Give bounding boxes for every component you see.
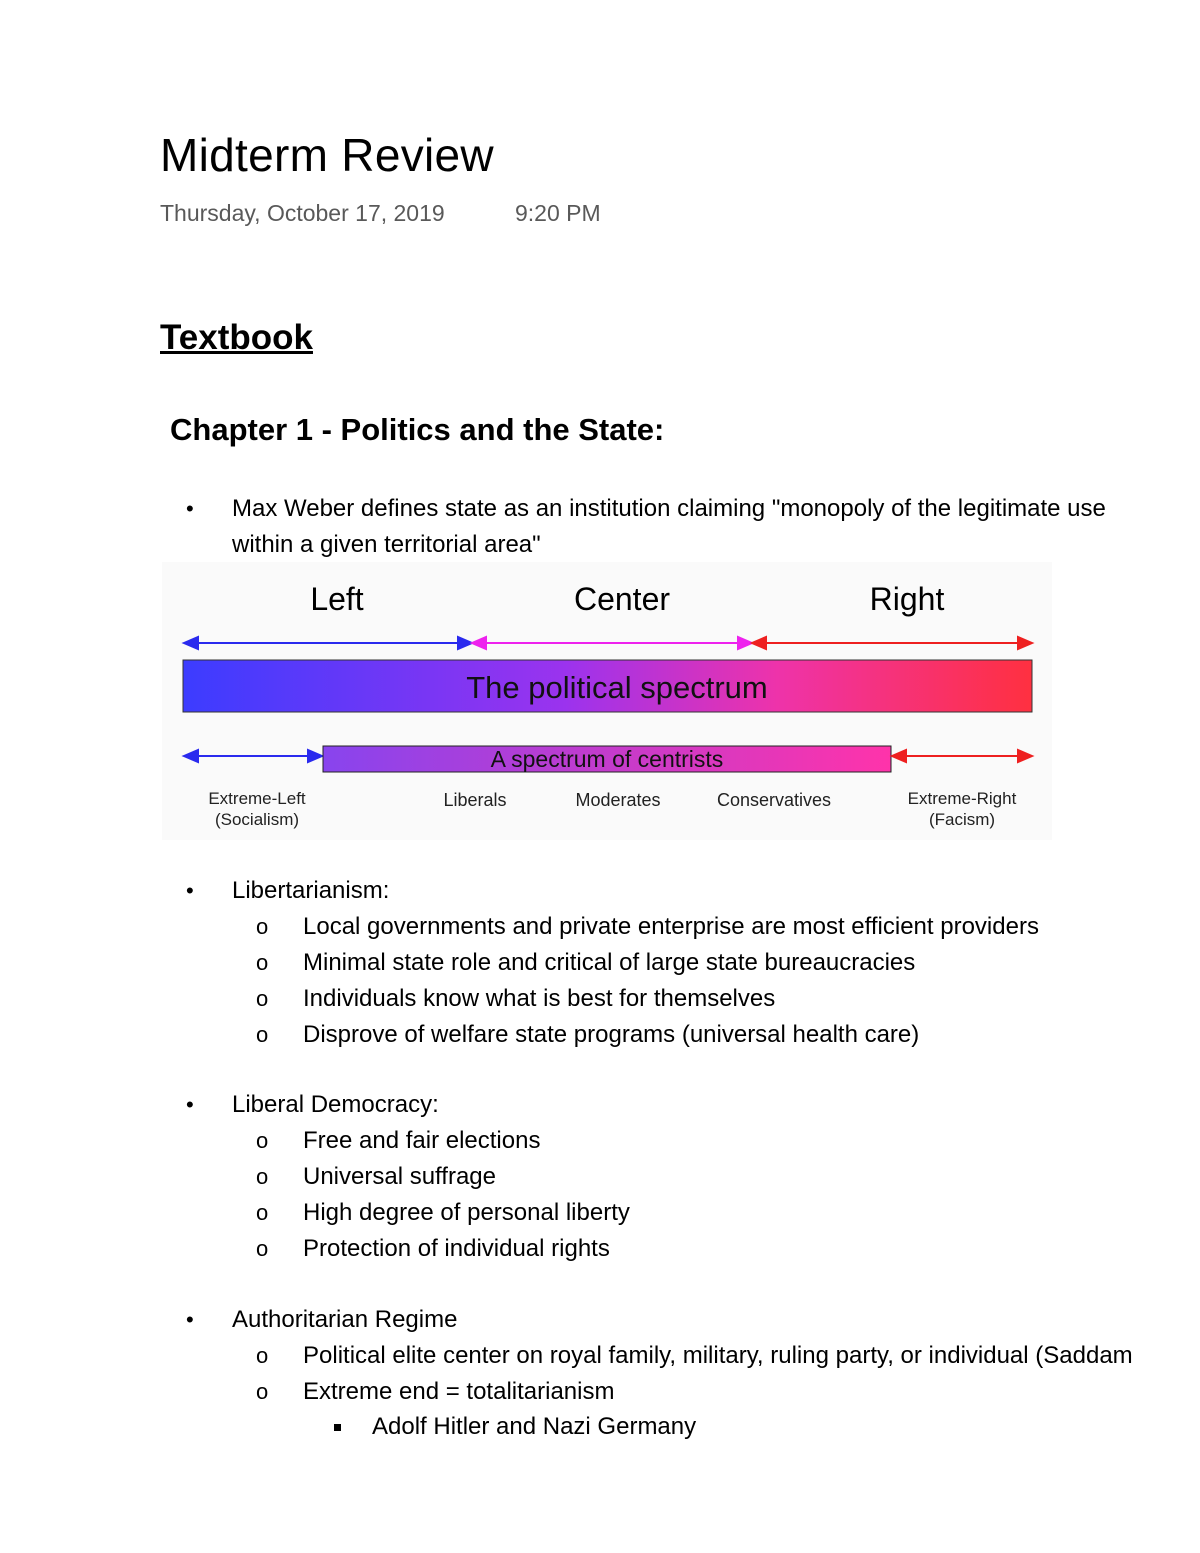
left-label: Left: [310, 581, 364, 617]
chapter-heading: Chapter 1 - Politics and the State:: [170, 412, 665, 447]
libertarianism-label: Libertarianism:: [232, 877, 390, 904]
left-arrow: [184, 637, 472, 649]
extreme-right-sublabel: (Facism): [928, 810, 996, 829]
list-subitem: Adolf Hitler and Nazi Germany: [372, 1413, 697, 1440]
extreme-right-label: Extreme-Right: [907, 789, 1017, 808]
list-item: Minimal state role and critical of large state bureaucracies: [303, 949, 916, 976]
circle-bullet-icon: o: [256, 1236, 269, 1261]
circle-bullet-icon: o: [256, 1343, 269, 1368]
bullet-icon: •: [186, 1092, 194, 1117]
bullet-icon: •: [186, 496, 194, 521]
list-item: Free and fair elections: [303, 1127, 541, 1154]
circle-bullet-icon: o: [256, 914, 269, 939]
right-label: Right: [869, 581, 945, 617]
time-stamp: 9:20 PM: [515, 200, 601, 226]
bullet-icon: •: [186, 878, 194, 903]
centrist-bar-label: A spectrum of centrists: [490, 746, 724, 772]
list-item: Political elite center on royal family, military, ruling party, or individual (Saddam: [303, 1342, 1133, 1369]
moderates-label: Moderates: [575, 790, 661, 810]
weber-line-2: within a given territorial area": [232, 531, 541, 558]
authoritarian-label: Authoritarian Regime: [232, 1306, 458, 1333]
weber-line-1: Max Weber defines state as an institution claiming "monopoly of the legitimate use: [232, 495, 1106, 522]
circle-bullet-icon: o: [256, 950, 269, 975]
list-item: High degree of personal liberty: [303, 1199, 630, 1226]
political-spectrum-figure: [162, 562, 1052, 840]
extreme-right-arrow: [892, 750, 1032, 762]
list-item: Universal suffrage: [303, 1163, 496, 1190]
right-arrow: [752, 637, 1032, 649]
liberals-label: Liberals: [443, 790, 507, 810]
circle-bullet-icon: o: [256, 1164, 269, 1189]
spectrum-bar-label: The political spectrum: [466, 670, 768, 705]
circle-bullet-icon: o: [256, 1022, 269, 1047]
liberal-democracy-label: Liberal Democracy:: [232, 1091, 439, 1118]
conservatives-label: Conservatives: [716, 790, 832, 810]
list-item: Local governments and private enterprise are most efficient providers: [303, 913, 1039, 940]
date-stamp: Thursday, October 17, 2019: [160, 200, 445, 226]
square-bullet-icon: [334, 1424, 341, 1431]
circle-bullet-icon: o: [256, 1128, 269, 1153]
bullet-icon: •: [186, 1307, 194, 1332]
extreme-left-arrow: [184, 750, 322, 762]
circle-bullet-icon: o: [256, 986, 269, 1011]
page-title: Midterm Review: [160, 129, 494, 181]
list-item: Protection of individual rights: [303, 1235, 610, 1262]
circle-bullet-icon: o: [256, 1379, 269, 1404]
center-arrow: [472, 637, 752, 649]
list-item: Extreme end = totalitarianism: [303, 1378, 615, 1405]
extreme-left-label: Extreme-Left: [208, 789, 306, 808]
list-item: Disprove of welfare state programs (universal health care): [303, 1021, 920, 1048]
spectrum-diagram: [162, 562, 1052, 840]
circle-bullet-icon: o: [256, 1200, 269, 1225]
center-label: Center: [573, 581, 671, 617]
extreme-left-sublabel: (Socialism): [214, 810, 300, 829]
section-heading: Textbook: [160, 318, 313, 357]
list-item: Individuals know what is best for themselves: [303, 985, 776, 1012]
